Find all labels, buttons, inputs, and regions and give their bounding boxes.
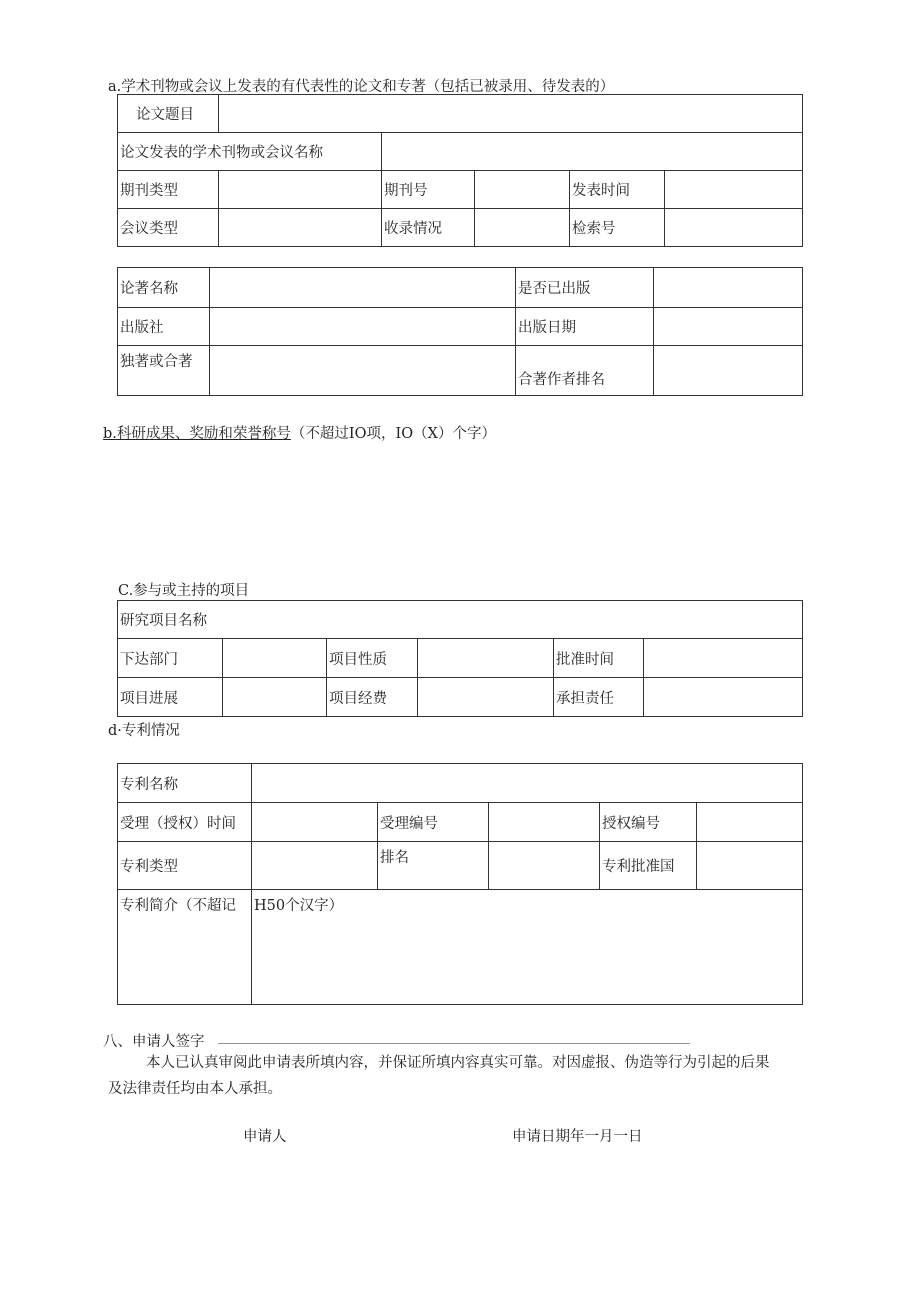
paper-title-label: 论文题目 — [118, 95, 219, 133]
nature-field[interactable] — [418, 639, 554, 678]
role-field[interactable] — [644, 678, 803, 717]
statement-line-1: 本人已认真审阅此申请表所填内容，并保证所填内容真实可靠。对因虚报、伪造等行为引起的后果 — [146, 1055, 770, 1071]
nature-label: 项目性质 — [327, 639, 418, 678]
solo-label: 独著或合著 — [118, 346, 210, 396]
progress-field[interactable] — [223, 678, 327, 717]
grant-no-label: 授权编号 — [600, 803, 697, 842]
patent-country-label: 专利批准国 — [600, 842, 697, 890]
pub-time-label: 发表时间 — [570, 171, 665, 209]
pub-date-label: 出版日期 — [516, 308, 654, 346]
patent-intro-label: 专利简介（不超记 — [118, 890, 252, 1005]
project-name-label: 研究项目名称 — [118, 601, 803, 639]
paper-venue-field[interactable] — [382, 133, 803, 171]
accept-no-label: 受理编号 — [378, 803, 489, 842]
patent-type-label: 专利类型 — [118, 842, 252, 890]
paper-title-field[interactable] — [219, 95, 803, 133]
patent-type-field[interactable] — [252, 842, 378, 890]
section-a-heading: a.学术刊物或会议上发表的有代表性的论文和专著（包括已被录用、待发表的） — [108, 79, 615, 95]
section-c-heading: C.参与或主持的项目 — [118, 583, 250, 599]
patent-intro-field[interactable]: H50个汉字） — [252, 890, 803, 1005]
publisher-field[interactable] — [210, 308, 516, 346]
patent-table — [117, 763, 803, 1005]
signature-heading: 八、申请人签字 — [103, 1034, 205, 1050]
project-table — [117, 600, 803, 717]
patent-country-field[interactable] — [697, 842, 803, 890]
patent-rank-label: 排名 — [378, 842, 489, 890]
book-name-label: 论著名称 — [118, 268, 210, 308]
patent-rank-field[interactable] — [489, 842, 600, 890]
patent-name-field[interactable] — [252, 764, 803, 803]
signature-line[interactable] — [218, 1043, 690, 1044]
approve-time-field[interactable] — [644, 639, 803, 678]
funds-field[interactable] — [418, 678, 554, 717]
section-b-heading-main: b.科研成果、奖励和荣誉称号 — [103, 426, 291, 442]
progress-label: 项目进展 — [118, 678, 223, 717]
book-table — [117, 267, 803, 396]
grant-no-field[interactable] — [697, 803, 803, 842]
applicant-label: 申请人 — [243, 1129, 287, 1145]
patent-name-label: 专利名称 — [118, 764, 252, 803]
conf-type-field[interactable] — [219, 209, 382, 247]
journal-no-field[interactable] — [475, 171, 570, 209]
publisher-label: 出版社 — [118, 308, 210, 346]
solo-field[interactable] — [210, 346, 516, 396]
dept-field[interactable] — [223, 639, 327, 678]
book-name-field[interactable] — [210, 268, 516, 308]
coauthor-rank-label: 合著作者排名 — [516, 346, 654, 396]
coauthor-rank-field[interactable] — [654, 346, 803, 396]
index-no-field[interactable] — [665, 209, 803, 247]
conf-type-label: 会议类型 — [118, 209, 219, 247]
paper-table — [117, 94, 803, 247]
funds-label: 项目经费 — [327, 678, 418, 717]
journal-no-label: 期刊号 — [382, 171, 475, 209]
section-b-heading — [103, 422, 496, 443]
accept-time-field[interactable] — [252, 803, 378, 842]
pub-time-field[interactable] — [665, 171, 803, 209]
journal-type-label: 期刊类型 — [118, 171, 219, 209]
index-no-label: 检索号 — [570, 209, 665, 247]
book-published-label: 是否已出版 — [516, 268, 654, 308]
accept-time-label: 受理（授权）时间 — [118, 803, 252, 842]
pub-date-field[interactable] — [654, 308, 803, 346]
statement-line-2: 及法律责任均由本人承担。 — [108, 1081, 282, 1097]
paper-venue-label: 论文发表的学术刊物或会议名称 — [118, 133, 382, 171]
apply-date-label: 申请日期年一月一日 — [512, 1129, 643, 1145]
indexing-field[interactable] — [475, 209, 570, 247]
section-d-heading: d·专利情况 — [108, 723, 180, 739]
book-published-field[interactable] — [654, 268, 803, 308]
role-label: 承担责任 — [554, 678, 644, 717]
approve-time-label: 批准时间 — [554, 639, 644, 678]
journal-type-field[interactable] — [219, 171, 382, 209]
indexing-label: 收录情况 — [382, 209, 475, 247]
dept-label: 下达部门 — [118, 639, 223, 678]
accept-no-field[interactable] — [489, 803, 600, 842]
section-b-heading-note: （不超过IO项，IO（X）个字） — [290, 426, 496, 442]
